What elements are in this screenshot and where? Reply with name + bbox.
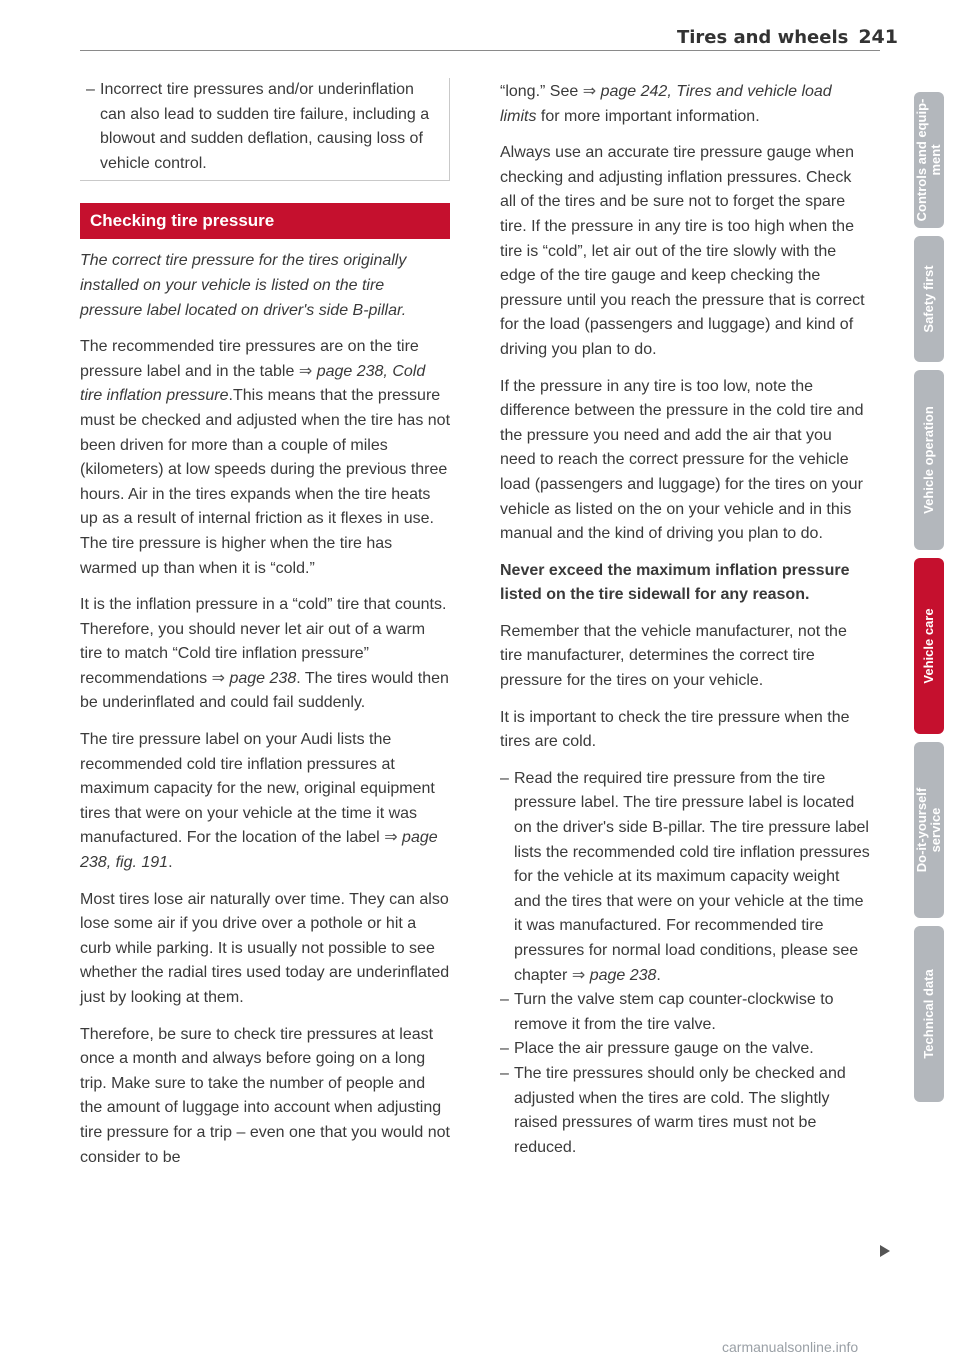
section-heading: Checking tire pressure [80,203,450,239]
watermark: carmanualsonline.info [722,1339,859,1355]
tab-label: Safety first [921,265,936,333]
text: . The tires would then be underinflated and could fail suddenly. [80,669,449,712]
step-item: – Turn the valve stem cap counter-clockwise to remove it from the tire valve. [500,988,870,1037]
tab-label: Technical data [921,969,936,1059]
paragraph [80,335,450,581]
link-text: page 238, fig. 191 [80,829,438,872]
bold-warning: Never exceed the maximum inflation pressure listed on the tire sidewall for any reason. [500,561,850,604]
continue-arrow-icon [880,1245,890,1257]
link-text: page 242, Tires and vehicle load limits [500,83,832,125]
link-text: page 238 [589,966,657,984]
tab-safety-first[interactable] [914,236,944,362]
step-item [500,767,870,988]
tab-label: Controls and equip- ment [914,98,943,222]
text: .This means that the pressure must be checked and adjusted when the tire has not been driven for more than a couple of miles (kilometers) at low speeds during the previous three hours. Air in the tires expands when the tire heats up as a result of internal friction as it flexes in use. The tire pressure is higher when the tire has warmed up than when it is “cold.” [80,387,451,577]
text: “long.” See [500,83,579,100]
text: Read the required tire pressure from the tire pressure label. The tire pressure label is located on the driver's side B-pillar. The tire pressure label lists the recommended cold tire inflation pressures for the vehicle at its maximum capacity weight and the tires that were on your vehicle at the time it was manufactured. For recommended tire pressures for normal load conditions, please see chapter [514,769,870,984]
link-text: page 238 [229,669,297,687]
text: It is the inflation pressure in a “cold” tire that counts. Therefore, you should never let air out of a warm tire to match “Cold tire inflation pressure” recommendations [80,596,447,687]
paragraph [80,593,450,716]
tab-label: Vehicle operation [921,406,936,514]
chapter-title: Tires and wheels [676,27,849,48]
text: for more important information. [536,107,760,125]
section-intro: The correct tire pressure for the tires originally installed on your vehicle is listed on the tire pressure label located on driver's side B-pillar. [80,252,407,319]
paragraph: If the pressure in any tire is too low, note the difference between the pressure in the cold tire and the pressure you need and add the air that you need to reach the correct pressure for the vehicle load (passengers and luggage) for the tires on your vehicle as listed on the on your vehicle and in this manual and the kind of driving you plan to do. [500,377,864,543]
warning-list [86,78,435,176]
right-column [500,80,870,1172]
warning-item: – Incorrect tire pressures and/or underinflation can also lead to sudden tire failure, including a blowout and sudden deflation, causing loss of vehicle control. [86,78,435,176]
paragraph: It is important to check the tire pressure when the tires are cold. [500,708,850,751]
warning-box [80,78,450,181]
step-item: – Place the air pressure gauge on the valve. [500,1037,870,1062]
steps-list [500,767,870,1161]
left-column [80,78,450,1182]
tab-label: Do-it-yourself service [914,787,943,873]
text: . [656,966,661,984]
tab-vehicle-care[interactable] [914,558,944,734]
tab-vehicle-operation[interactable] [914,370,944,550]
paragraph: Remember that the vehicle manufacturer, not the tire manufacturer, determines the correct tire pressure for the tires on your vehicle. [500,622,847,690]
page-number: 241 [858,26,898,48]
paragraph: Most tires lose air naturally over time. They can also lose some air if you drive over a pothole or hit a curb while parking. It is usually not possible to see whether the radial tires used today are underinflated just by looking at them. [80,890,450,1006]
header-rule [80,50,880,51]
step-item: – The tire pressures should only be checked and adjusted when the tires are cold. The slightly raised pressures of warm tires must not be reduced. [500,1062,870,1160]
text: The tire pressure label on your Audi lists the recommended cold tire inflation pressures at maximum capacity for the new, original equipment tires that were on your vehicle at the time it was manufactured. For the location of the label [80,731,435,847]
paragraph: Therefore, be sure to check tire pressures at least once a month and always before going on a long trip. Make sure to take the number of people and the amount of luggage into account when adjusting tire pressure for a trip – even one that you would not consider to be [80,1025,450,1166]
text: . [168,854,173,872]
tab-label: Vehicle care [921,608,936,684]
link-text: page 238, Cold tire inflation pressure [80,362,426,405]
text: The recommended tire pressures are on the tire pressure label and in the table [80,338,419,380]
cross-reference-link[interactable] [572,967,657,984]
paragraph [500,80,870,129]
paragraph: Always use an accurate tire pressure gauge when checking and adjusting inflation pressures. Check all of the tires and be sure not to forget the spare tire. If the pressure in any tire is too high when the tire is “cold”, let air out of the tire slowly with the edge of the tire gauge and keep checking the pressure until you reach the pressure that is correct for the load (passengers and luggage) and kind of driving you plan to do. [500,144,865,358]
tab-controls-and-equipment[interactable] [914,92,944,228]
tab-do-it-yourself-service[interactable] [914,742,944,918]
running-head [677,26,898,48]
tab-technical-data[interactable] [914,926,944,1102]
paragraph [80,728,450,876]
cross-reference-link[interactable] [212,670,297,687]
